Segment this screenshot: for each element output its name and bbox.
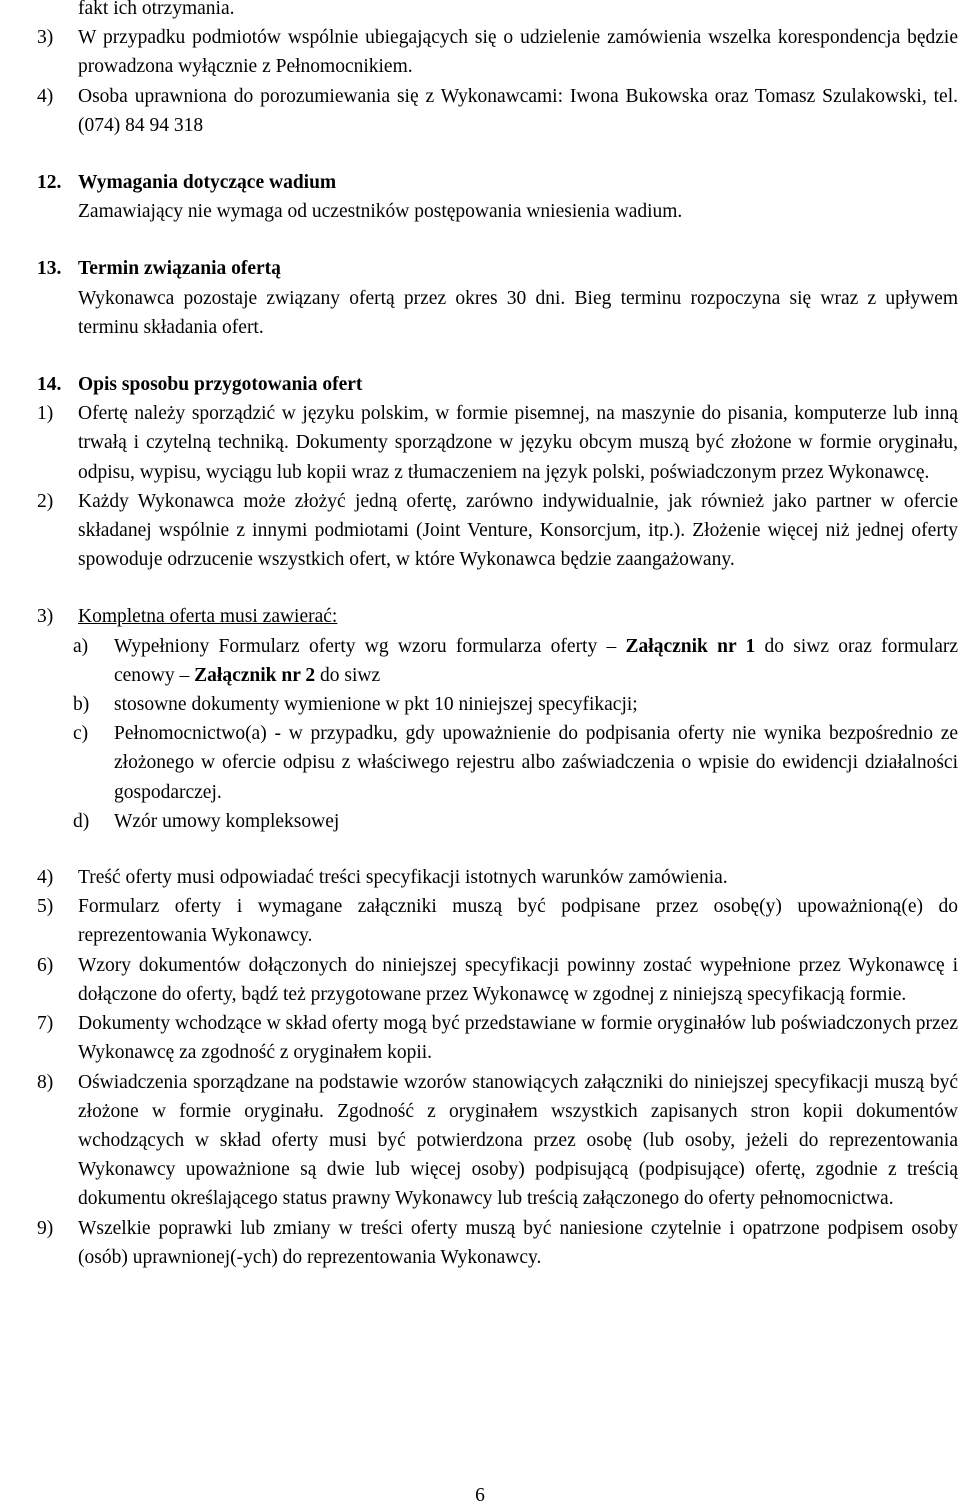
item-text: Ofertę należy sporządzić w języku polskim, w formie pisemnej, na maszynie do pisania, komputerze lub inną trwałą i czytelną techniką. Dokumenty sporządzone w języku obcym muszą być złożone w formie oryginału, odpisu, wypisu, wyciągu lub kopii wraz z tłumaczeniem na język polski, poświadczonym przez Wykonawcę.: [78, 403, 958, 483]
sub-item-a: [73, 632, 959, 690]
sub-item-text: stosowne dokumenty wymienione w pkt 10 niniejszej specyfikacji;: [114, 694, 638, 716]
section-title: Opis sposobu przygotowania ofert: [78, 374, 363, 396]
item-text: Treść oferty musi odpowiadać treści specyfikacji istotnych warunków zamówienia.: [78, 867, 728, 889]
list-item-3: [37, 602, 958, 631]
item-number: 3): [37, 27, 54, 49]
sub-item-text: Wzór umowy kompleksowej: [114, 810, 340, 832]
item-text: Wszelkie poprawki lub zmiany w treści oferty muszą być naniesione czytelnie i opatrzone podpisem osoby (osób) uprawnionej(-ych) do reprezentowania Wykonawcy.: [78, 1217, 958, 1268]
section-number: 14.: [37, 374, 62, 396]
item-number: 4): [37, 867, 54, 889]
sub-item-b: [73, 690, 958, 719]
list-item-6: [37, 951, 958, 1009]
item-text: Dokumenty wchodzące w skład oferty mogą być przedstawiane w formie oryginałów lub poświadczonych przez Wykonawcę za zgodność z oryginałem kopii.: [78, 1013, 958, 1064]
list-item-5: [37, 892, 958, 950]
section-title: Termin związania ofertą: [78, 258, 281, 280]
item-text: W przypadku podmiotów wspólnie ubiegających się o udzielenie zamówienia wszelka korespondencja będzie prowadzona wyłącznie z Pełnomocnikiem.: [78, 27, 958, 78]
list-item-7: [37, 1009, 958, 1067]
sub-item-number: d): [73, 810, 90, 832]
section-heading: [37, 168, 958, 197]
continuation-text: fakt ich otrzymania.: [78, 0, 235, 19]
item-number: 2): [37, 490, 54, 512]
sub-item-number: c): [73, 723, 89, 745]
list-item-3-top: [37, 23, 958, 81]
sub-item-text: do siwz oraz formularz cenowy –: [114, 635, 959, 686]
section-body: Wykonawca pozostaje związany ofertą przez okres 30 dni. Bieg terminu rozpoczyna się wraz z upływem terminu składania ofert.: [78, 287, 958, 338]
section-12: [37, 168, 958, 226]
item-number: 9): [37, 1217, 54, 1239]
section-13: [37, 254, 958, 342]
page-number: 6: [475, 1485, 485, 1506]
section-body: Zamawiający nie wymaga od uczestników postępowania wniesienia wadium.: [78, 201, 683, 223]
sub-item-number: b): [73, 694, 90, 716]
section-14: [37, 370, 958, 399]
sub-item-text: Pełnomocnictwo(a) - w przypadku, gdy upoważnienie do podpisania oferty nie wynika bezpośrednio ze złożonego w ofercie odpisu z właściwego rejestru albo zaświadczenia o wpisie do ewidencji działalności gospodarczej.: [114, 723, 958, 803]
item-text: Każdy Wykonawca może złożyć jedną ofertę, zarówno indywidualnie, jak również jako partner w ofercie składanej wspólnie z innymi podmiotami (Joint Venture, Konsorcjum, itp.). Złożenie więcej niż jednej oferty spowoduje odrzucenie wszystkich ofert, w które Wykonawca będzie zaangażowany.: [78, 490, 958, 571]
item-number: 3): [37, 606, 54, 628]
list-item-1: [37, 399, 958, 487]
sub-item-d: [73, 807, 958, 836]
section-heading: [37, 370, 958, 399]
sub-item-number: a): [73, 635, 89, 657]
list-item-4: [37, 863, 958, 892]
section-heading: [37, 254, 958, 283]
item-text: Osoba uprawniona do porozumiewania się z Wykonawcami: Iwona Bukowska oraz Tomasz Szulakowski, tel. (074) 84 94 318: [78, 85, 958, 136]
list-item-8: [37, 1068, 958, 1214]
item-text: Oświadczenia sporządzane na podstawie wzorów stanowiących załączniki do niniejszej specyfikacji muszą być złożone w formie oryginału. Zgodność z oryginałem wszystkich zapisanych stron kopii dokumentów wchodzących w skład oferty musi być potwierdzona przez osobę (lub osoby, jeżeli do reprezentowania Wykonawcy upoważnione są dwie lub więcej osoby) podpisującą (podpisujące) ofertę, zgodnie z treścią dokumentu określającego status prawny Wykonawcy lub treścią załączonego do oferty pełnomocnictwa.: [78, 1071, 958, 1210]
attachment-2-label: Załącznik nr 2: [194, 664, 316, 686]
item-heading: Kompletna oferta musi zawierać:: [78, 606, 338, 628]
list-item-9: [37, 1214, 958, 1272]
item-number: 4): [37, 85, 54, 107]
item-number: 8): [37, 1071, 54, 1093]
section-number: 13.: [37, 258, 62, 280]
list-item-4-top: [37, 82, 958, 140]
sub-item-text: Wypełniony Formularz oferty wg wzoru formularza oferty –: [114, 635, 617, 657]
section-title: Wymagania dotyczące wadium: [78, 172, 337, 194]
item-text: Formularz oferty i wymagane załączniki muszą być podpisane przez osobę(y) upoważnioną(e) do reprezentowania Wykonawcy.: [78, 896, 958, 947]
section-number: 12.: [37, 172, 62, 194]
item-number: 1): [37, 403, 54, 425]
item-number: 6): [37, 954, 54, 976]
sub-item-text: do siwz: [320, 664, 381, 686]
item-text: Wzory dokumentów dołączonych do niniejszej specyfikacji powinny zostać wypełnione przez Wykonawcę i dołączone do oferty, bądź też przygotowane przez Wykonawcę w zgodnej z niniejszą specyfikacją formie.: [78, 954, 958, 1005]
item-number: 5): [37, 896, 54, 918]
attachment-1-label: Załącznik nr 1: [625, 635, 756, 657]
item-number: 7): [37, 1013, 54, 1035]
list-item-2: [37, 487, 958, 575]
sub-item-c: [73, 719, 958, 807]
